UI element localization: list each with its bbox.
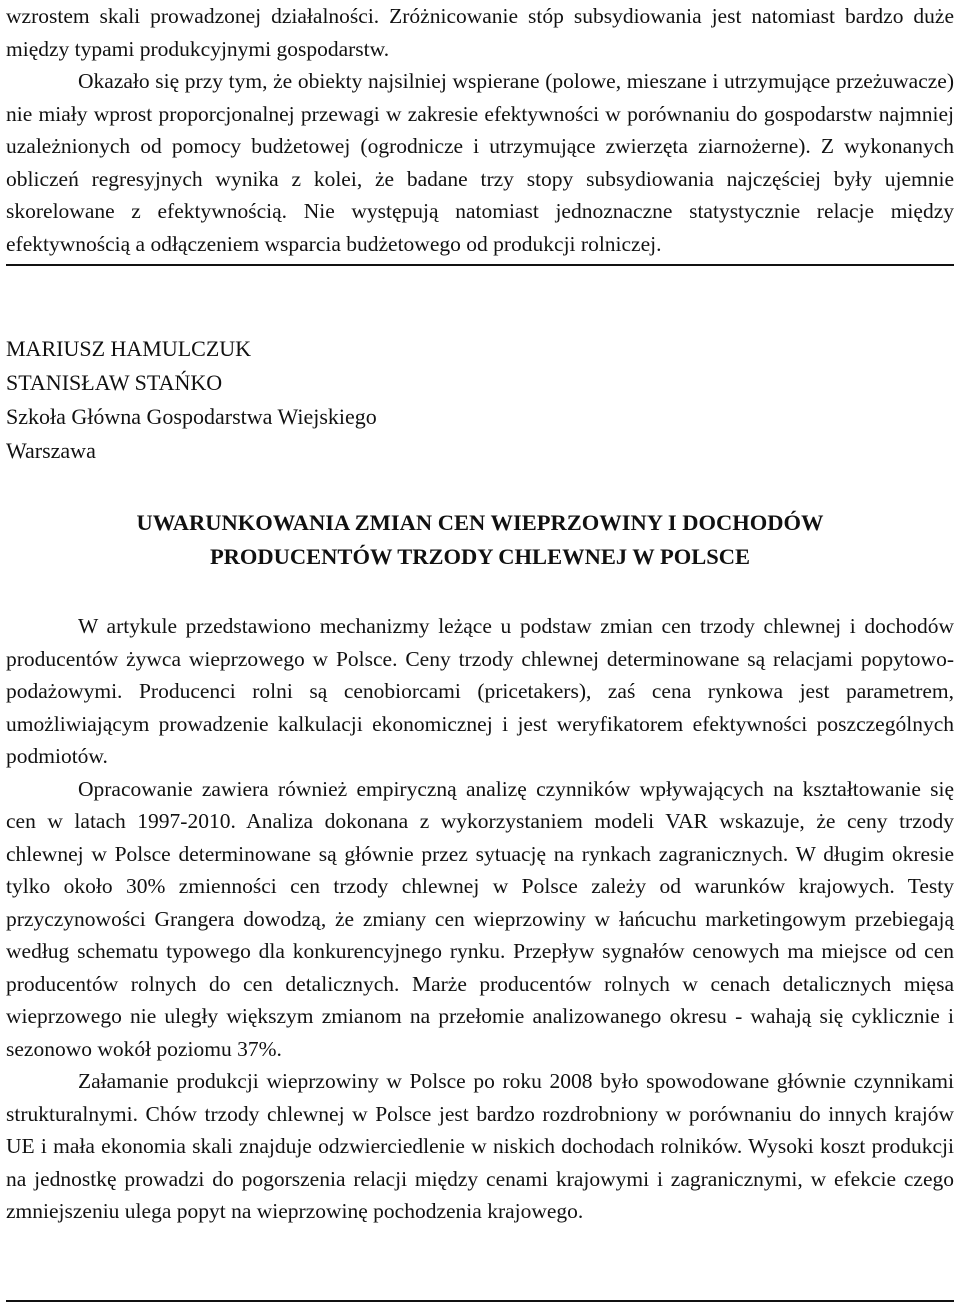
previous-paragraph-1: wzrostem skali prowadzonej działalności. Zróżnicowanie stóp subsydiowania jest natomiast bardzo duże między typami produkcyjnymi gospodarstw. xyxy=(6,4,954,61)
title-line: UWARUNKOWANIA ZMIAN CEN WIEPRZOWINY I DOCHODÓW xyxy=(136,510,824,535)
author-name: MARIUSZ HAMULCZUK xyxy=(6,336,252,361)
affiliation: Szkoła Główna Gospodarstwa Wiejskiego xyxy=(6,404,377,429)
previous-article-ending xyxy=(6,0,954,260)
previous-paragraph-2: Okazało się przy tym, że obiekty najsilniej wspierane (polowe, mieszane i utrzymujące przeżuwacze) nie miały wprost proporcjonalnej przewagi w zakresie efektywności w porównaniu do gospodarstw najmniej uzależnionych od pomocy budżetowej (ogrodnicze i utrzymujące zwierzęta ziarnożerne). Z wykonanych obliczeń regresyjnych wynika z kolei, że badane trzy stopy subsydiowania najczęściej były ujemnie skorelowane z efektywnością. Nie występują natomiast jednoznaczne statystycznie relacje między efektywnością a odłączeniem wsparcia budżetowego od produkcji rolniczej. xyxy=(6,69,954,256)
abstract-paragraph-2: Opracowanie zawiera również empiryczną analizę czynników wpływających na kształtowanie się cen w latach 1997-2010. Analiza dokonana z wykorzystaniem modeli VAR wskazuje, że ceny trzody chlewnej w Polsce determinowane są głównie przez sytuację na rynkach zagranicznych. W długim okresie tylko około 30% zmienności cen trzody chlewnej w Polsce zależy od warunków krajowych. Testy przyczynowości Grangera dowodzą, że zmiany cen wieprzowiny w łańcuchu marketingowym przebiegają według schematu typowego dla konkurencyjnego rynku. Przepływ sygnałów cenowych ma miejsce od cen producentów rolnych do cen detalicznych. Marże producentów rolnych w cenach detalicznych mięsa wieprzowego nie uległy większym zmianom na przełomie analizowanego okresu - wahają się cyklicznie i sezonowo wokół poziomu 37%. xyxy=(6,776,954,1061)
article-title xyxy=(6,506,954,574)
bottom-divider xyxy=(6,1300,954,1302)
section-divider xyxy=(6,264,954,266)
title-line: PRODUCENTÓW TRZODY CHLEWNEJ W POLSCE xyxy=(209,544,751,569)
abstract-paragraph-3: Załamanie produkcji wieprzowiny w Polsce po roku 2008 było spowodowane głównie czynnikami strukturalnymi. Chów trzody chlewnej w Polsce jest bardzo rozdrobniony w porównaniu do innych krajów UE i mała ekonomia skali znajduje odzwierciedlenie w niskich dochodach rolników. Wysoki koszt produkcji na jednostkę prowadzi do pogorszenia relacji między cenami krajowymi i zagranicznymi, w efekcie czego zmniejszeniu ulega popyt na wieprzowinę pochodzenia krajowego. xyxy=(6,1069,954,1223)
document-page xyxy=(6,0,954,1228)
city: Warszawa xyxy=(6,438,96,463)
author-name: STANISŁAW STAŃKO xyxy=(6,370,223,395)
abstract-paragraph-1: W artykule przedstawiono mechanizmy leżące u podstaw zmian cen trzody chlewnej i dochodów producentów żywca wieprzowego w Polsce. Ceny trzody chlewnej determinowane są relacjami popytowo-podażowymi. Producenci rolni są cenobiorcami (pricetakers), zaś cena rynkowa jest parametrem, umożliwiającym prowadzenie kalkulacji ekonomicznej i jest weryfikatorem efektywności poszczególnych podmiotów. xyxy=(6,614,954,768)
author-block xyxy=(6,332,954,468)
abstract xyxy=(6,610,954,1228)
